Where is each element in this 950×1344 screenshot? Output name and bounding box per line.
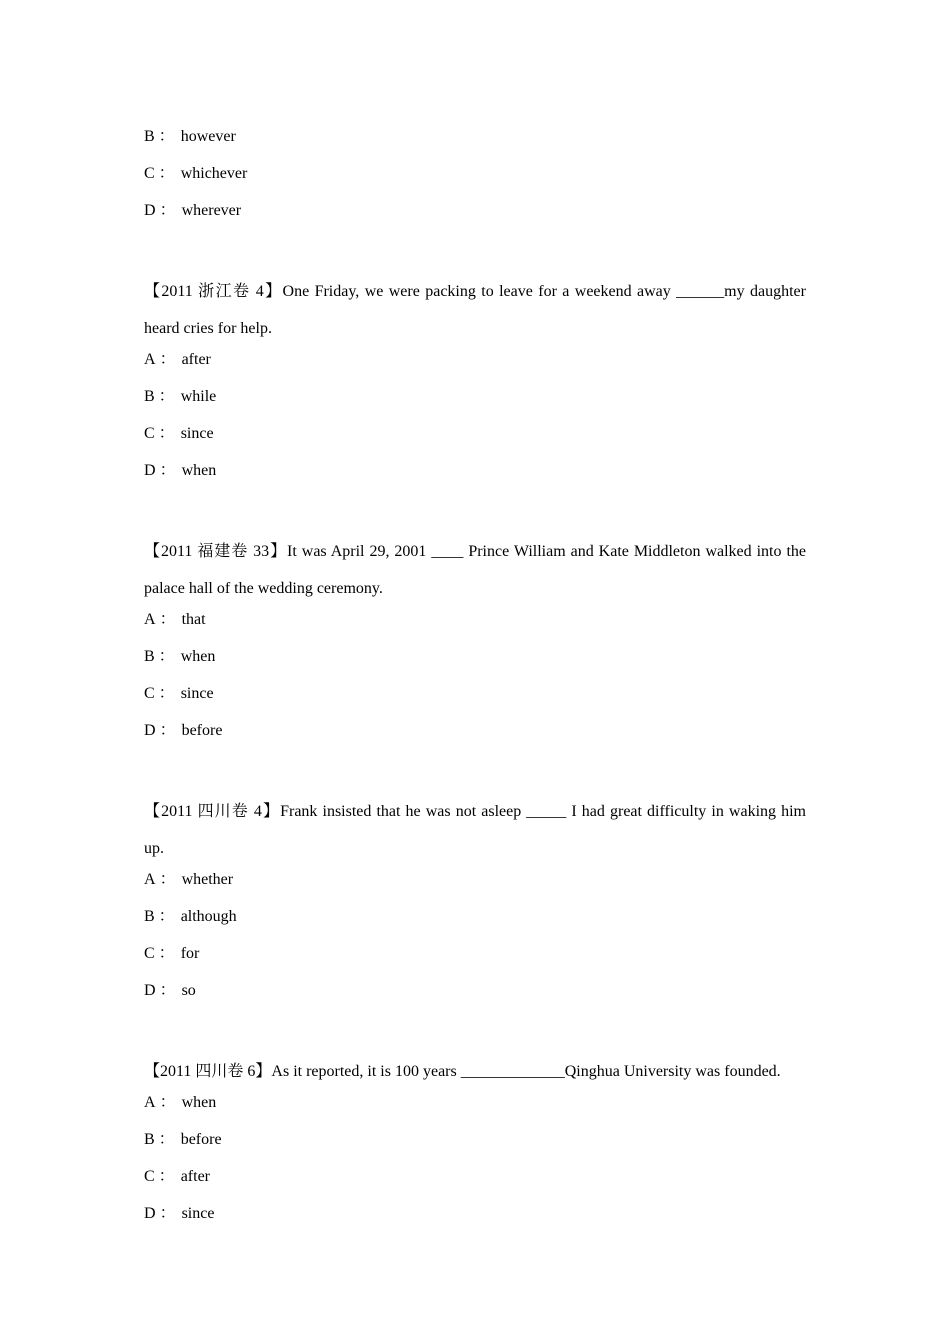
option-item <box>144 1090 806 1127</box>
option-letter: B <box>144 908 155 925</box>
option-text: that <box>181 611 206 628</box>
option-separator: ： <box>158 128 175 145</box>
option-letter: A <box>144 871 156 888</box>
option-item <box>144 458 806 495</box>
option-letter: D <box>144 1205 156 1222</box>
option-letter: B <box>144 128 155 145</box>
option-separator: ： <box>159 351 176 368</box>
question-block <box>144 1053 806 1238</box>
option-letter: D <box>144 982 156 999</box>
option-letter: B <box>144 1131 155 1148</box>
option-text: before <box>181 722 223 739</box>
option-separator: ： <box>158 425 175 442</box>
option-item <box>144 384 806 421</box>
option-item <box>144 421 806 458</box>
option-item <box>144 1201 806 1238</box>
option-item <box>144 978 806 1015</box>
option-text: although <box>180 908 237 925</box>
option-separator: ： <box>158 388 175 405</box>
option-separator: ： <box>159 462 176 479</box>
option-letter: A <box>144 611 156 628</box>
option-text: wherever <box>181 202 242 219</box>
option-letter: C <box>144 165 155 182</box>
question-label: 【2011 四川卷 6】 <box>144 1063 272 1080</box>
question-block <box>144 273 806 495</box>
question-label: 【2011 浙江卷 4】 <box>144 283 283 300</box>
option-separator: ： <box>158 1168 175 1185</box>
question-text: As it reported, it is 100 years _____________Qinghua University was founded. <box>271 1063 781 1080</box>
option-letter: B <box>144 648 155 665</box>
option-letter: D <box>144 202 156 219</box>
option-text: when <box>180 648 216 665</box>
option-text: before <box>180 1131 222 1148</box>
question-label: 【2011 福建卷 33】 <box>144 543 288 560</box>
option-separator: ： <box>158 1131 175 1148</box>
option-separator: ： <box>158 908 175 925</box>
option-letter: C <box>144 945 155 962</box>
option-text: however <box>180 128 236 145</box>
option-separator: ： <box>158 685 175 702</box>
option-item <box>144 198 806 235</box>
option-letter: C <box>144 1168 155 1185</box>
page-content <box>144 124 806 1238</box>
question-block <box>144 533 806 755</box>
option-item <box>144 1164 806 1201</box>
option-letter: B <box>144 388 155 405</box>
option-separator: ： <box>159 722 176 739</box>
question-text: Frank insisted that he was not asleep _____ I had great difficulty in waking him up. <box>144 803 806 857</box>
option-text: when <box>181 462 217 479</box>
option-separator: ： <box>159 871 176 888</box>
question-stem <box>144 1053 806 1090</box>
option-item <box>144 867 806 904</box>
option-item <box>144 681 806 718</box>
option-item <box>144 607 806 644</box>
option-separator: ： <box>159 202 176 219</box>
option-item <box>144 644 806 681</box>
question-stem <box>144 273 806 347</box>
option-item <box>144 718 806 755</box>
option-text: when <box>181 1094 217 1111</box>
option-letter: D <box>144 462 156 479</box>
option-separator: ： <box>159 1094 176 1111</box>
option-text: for <box>180 945 200 962</box>
option-letter: D <box>144 722 156 739</box>
option-letter: A <box>144 1094 156 1111</box>
option-item <box>144 161 806 198</box>
option-separator: ： <box>159 982 176 999</box>
option-item <box>144 347 806 384</box>
option-item <box>144 904 806 941</box>
option-text: whether <box>181 871 234 888</box>
option-letter: C <box>144 685 155 702</box>
option-text: since <box>180 425 214 442</box>
option-letter: C <box>144 425 155 442</box>
question-block <box>144 793 806 1015</box>
question-text: It was April 29, 2001 ____ Prince William and Kate Middleton walked into the palace hall of the wedding ceremony. <box>144 543 806 597</box>
option-separator: ： <box>159 611 176 628</box>
lead-options <box>144 124 806 235</box>
option-letter: A <box>144 351 156 368</box>
option-item <box>144 124 806 161</box>
question-stem <box>144 793 806 867</box>
option-separator: ： <box>158 648 175 665</box>
option-text: while <box>180 388 217 405</box>
option-text: after <box>180 1168 210 1185</box>
option-item <box>144 941 806 978</box>
option-text: since <box>181 1205 215 1222</box>
question-text: One Friday, we were packing to leave for a weekend away ______my daughter heard cries for help. <box>144 283 806 337</box>
option-separator: ： <box>158 945 175 962</box>
option-separator: ： <box>158 165 175 182</box>
option-text: so <box>181 982 196 999</box>
option-separator: ： <box>159 1205 176 1222</box>
option-text: whichever <box>180 165 248 182</box>
option-text: after <box>181 351 211 368</box>
question-stem <box>144 533 806 607</box>
option-text: since <box>180 685 214 702</box>
option-item <box>144 1127 806 1164</box>
question-label: 【2011 四川卷 4】 <box>144 803 281 820</box>
